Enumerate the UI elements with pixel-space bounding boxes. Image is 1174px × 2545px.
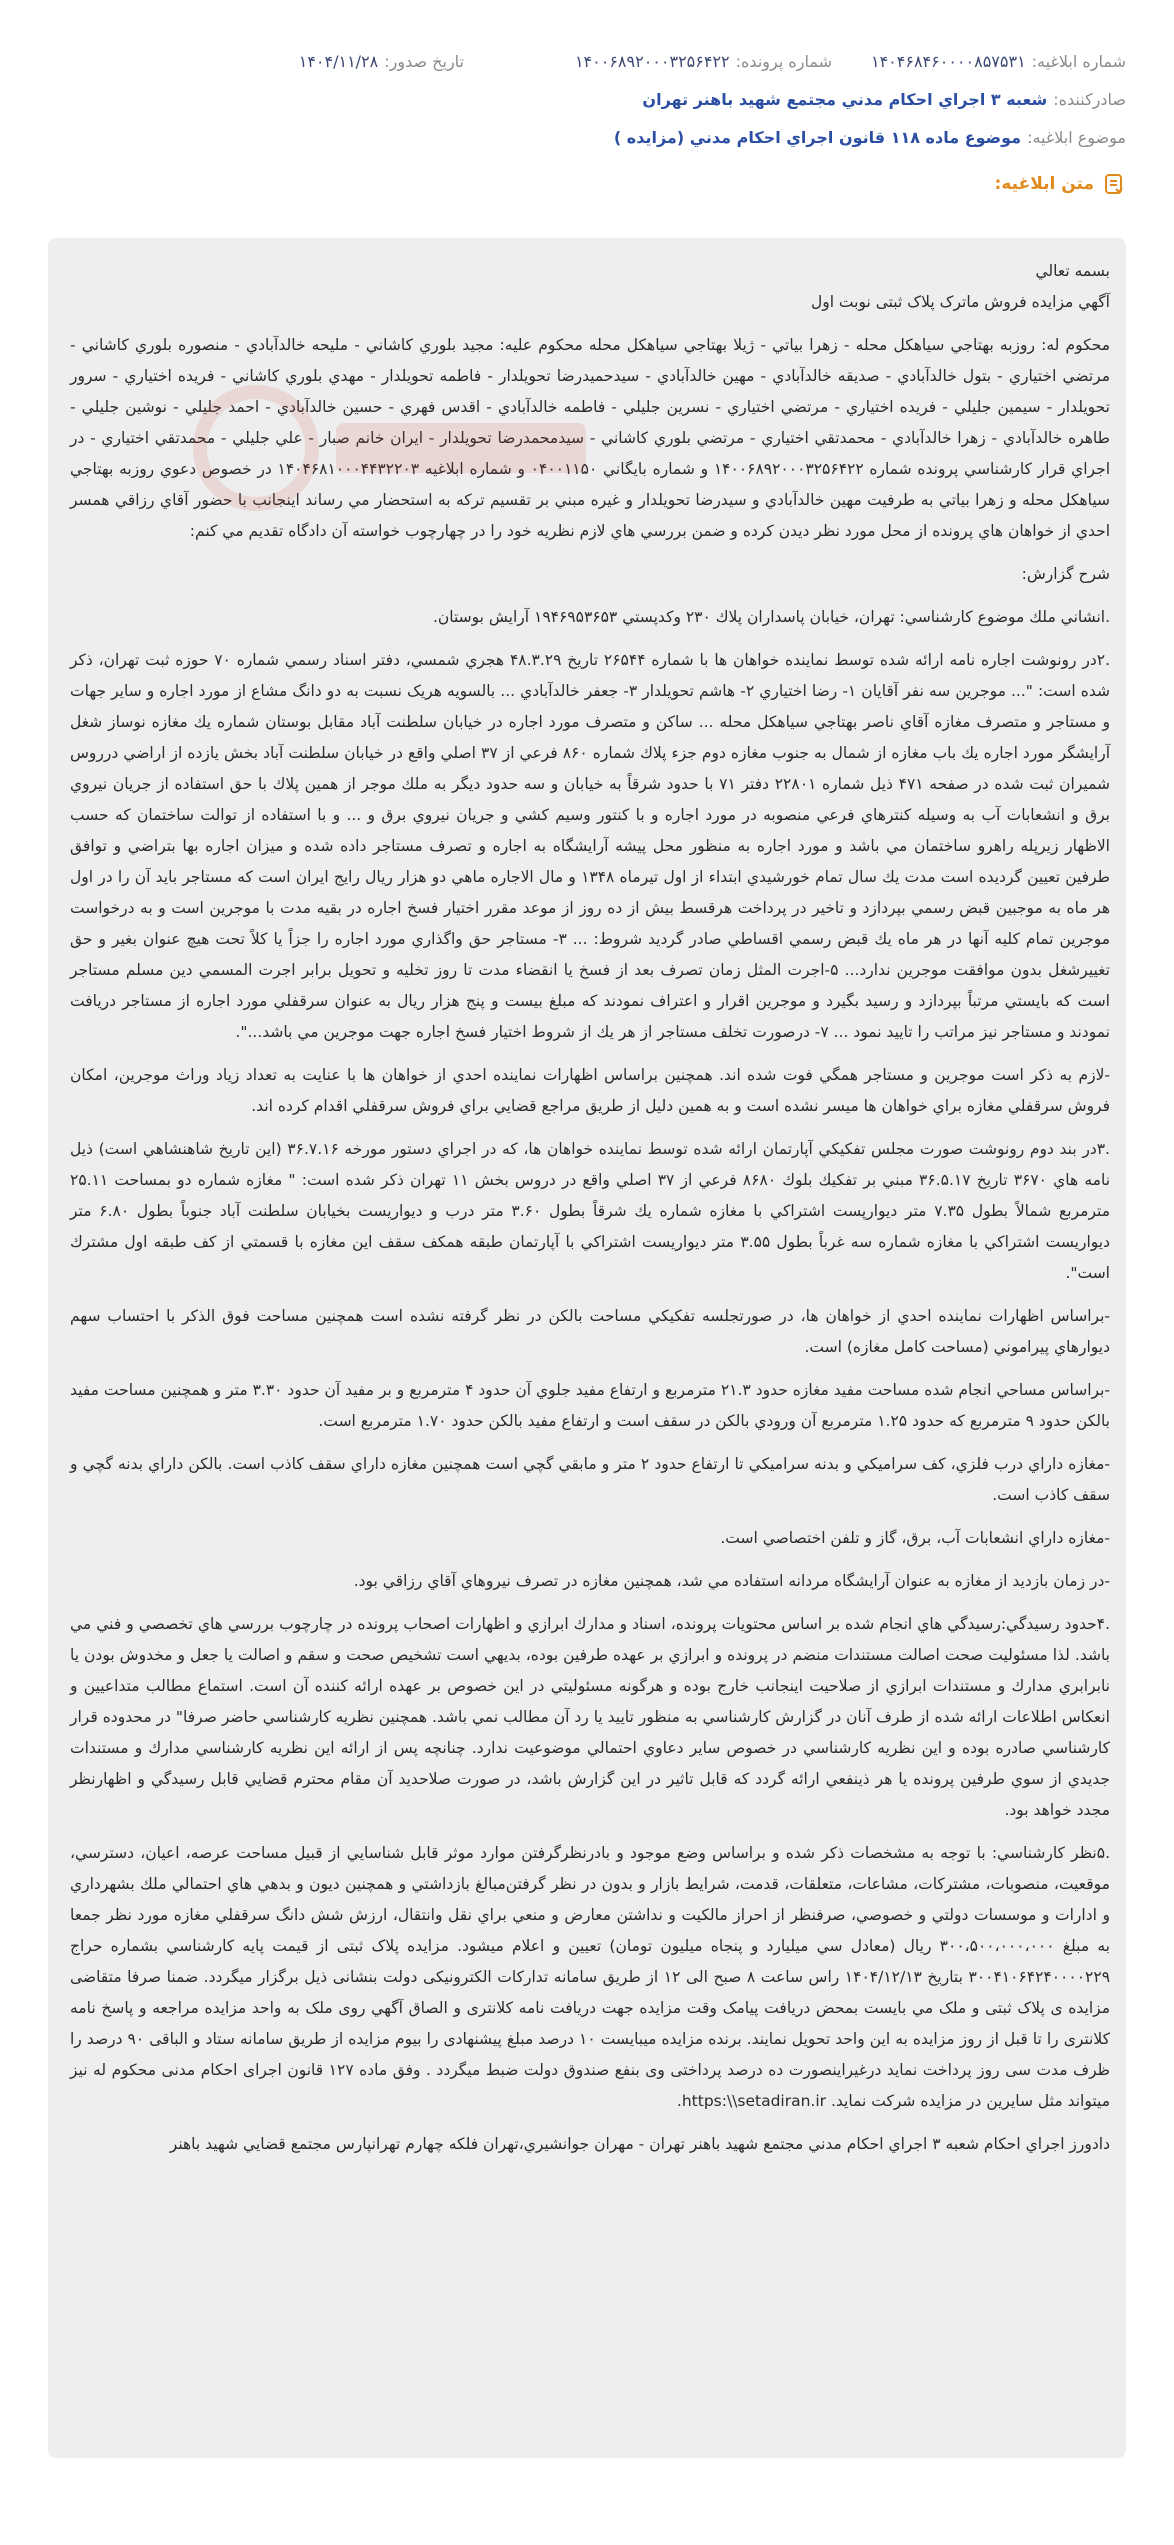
body-paragraph: .انشاني ملك موضوع كارشناسي: تهران، خيابان پاسداران پلاك ۲۳۰ وكدپستي ۱۹۴۶۹۵۳۶۵۳ آرايش بوستان. — [432, 608, 1110, 626]
notice-number — [832, 50, 1126, 74]
subject-label: موضوع ابلاغيه: — [1027, 128, 1126, 147]
issuer-label: صادرکننده: — [1053, 90, 1126, 109]
body-paragraph: .۳در بند دوم رونوشت صورت مجلس تفکيکي آپارتمان ارائه شده توسط نماينده خواهان ها، که در اجراي دستور مورخه ۳۶.۷.۱۶ (اين تاريخ شاهنشاهي است) ذيل نامه هاي ۳۶۷۰ تاريخ ۳۶.۵.۱۷ مبني بر تفکيك بلوك ۸۶۸۰ فرعي از ۳۷ اصلي واقع در دروس بخش ۱۱ تهران ذکر شده است: " مغازه شماره دو بمساحت ۲۵.۱۱ مترمربع شمالاً بطول ۷.۳۵ متر ديوارپست اشتراکي با مغازه شماره يك شرقاً بطول ۳.۶۰ متر درب و ديواريست بخيابان سلطنت آباد جنوباً بطول ۶.۸۰ متر ديواريست اشتراکي با مغازه شماره سه غرباً بطول ۳.۵۵ متر ديواريست اشتراکي با آپارتمان طبقه همکف سقف اين مغازه با قسمتي از کف طبقه اول مشترك است". — [70, 1140, 1111, 1282]
report-heading: شرح گزارش: — [1021, 565, 1110, 583]
body-paragraph: -مغازه داراي درب فلزي، كف سراميكي و بدنه سراميكي تا ارتفاع حدود ۲ متر و مابقي گچي است همچنين مغازه داراي سقف كاذب است. بالكن داراي بدنه گچي و سقف كاذب است. — [70, 1455, 1110, 1504]
header-row-subject — [60, 126, 1126, 150]
header-row-issuer — [60, 88, 1126, 112]
notice-body — [48, 238, 1126, 2458]
body-paragraph: .۵نظر كارشناسي: با توجه به مشخصات ذكر شده و براساس وضع موجود و بادرنظرگرفتن موارد موثر قابل شناسايي از قبيل مساحت عرصه، اعيان، دسترسي، موقعيت، منصوبات، مشتركات، مشاعات، متعلقات، قدمت، شرايط بازار و بدون در نظر گرفتن‌مبالغ بازداشتي و همچنين ديون و بدهي هاي احتمالي ملك بشهرداري و ادارات و موسسات دولتي و خصوصي، صرفنظر از احراز مالكيت و نداشتن معارض و منعي براي نقل وانتقال، ارزش شش دانگ سرقفلي مغازه مورد نظر جمعا به مبلغ ۳۰۰،۵۰۰،۰۰۰،۰۰۰ ريال (معادل سي ميليارد و پنجاه ميليون تومان) تعيين و اعلام ميشود. مزايده پلاک ثبتی از قيمت پايه کارشناسي بشماره حراج ۳۰۰۴۱۰۶۴۲۴۰۰۰۰۲۲۹ بتاريخ ۱۴۰۴/۱۲/۱۳ راس ساعت ۸ صبح الی ۱۲ از طريق سامانه تدارکات الکترونيکی دولت بنشانی ذيل برگزار ميگردد. ضمنا صرفا متقاضی مزايده ی پلاک ثبتی و ملک مي بايست بمحض دريافت پيامک وقت مزايده جهت دريافت نامه کلانتری و الصاق آگهي روی ملک به واحد مزايده مراجعه و پاسخ نامه کلانتری را تا قبل از روز مزايده به اين واحد تحويل نمايند. برنده مزايده ميبايست ۱۰ درصد مبلغ پيشنهادی را بيوم مزايده از طريق سامانه ستاد و الباقی ۹۰ درصد را ظرف مدت سی روز پرداخت نمايد درغيراينصورت ده درصد پرداختی وی بنفع صندوق دولت ضبط ميگردد . وفق ماده ۱۲۷ قانون اجرای احکام مدنی محکوم له نيز ميتواند مثل سايرين در مزايده شرکت نمايد. https:\\setadiran.ir. — [70, 1844, 1111, 2110]
signature-line: دادورز اجراي احکام شعبه ۳ اجراي احکام مدني مجتمع شهيد باهنر تهران - مهران جوانشيري،تهران فلکه چهارم تهرانپارس مجتمع قضايي شهيد باهنر — [169, 2135, 1110, 2153]
issue-date-label: تاريخ صدور: — [384, 52, 464, 71]
body-subheading: آگهي مزايده فروش ماترک پلاک ثبتی نوبت اول — [810, 293, 1110, 311]
issuer-value: شعبه ۳ اجراي احکام مدني مجتمع شهيد باهنر تهران — [642, 90, 1048, 109]
notice-number-value: ۱۴۰۴۶۸۴۶۰۰۰۰۸۵۷۵۳۱ — [870, 52, 1026, 71]
case-number — [464, 50, 832, 74]
body-paragraph: محکوم له: روزبه بهتاجي سياهکل محله - زهرا بياتي - ژيلا بهتاجي سياهکل محله محکوم عليه: مجيد بلوري کاشاني - مليحه خالدآبادي - منصوره بلوري کاشاني - مرتضي اختياري - بتول خالدآبادي - صديقه خالدآبادي - مهين خالدآبادي - سيدحميدرضا تحويلدار - فاطمه تحويلدار - مهدي بلوري کاشاني - فريده اختياري - سرور تحويلدار - سيمين جليلي - فريده اختياري - مرتضي اختياري - نسرين جليلي - فاطمه خالدآبادي - اقدس فهري - حسين خالدآبادي - احمد جليلي - نوشين جليلي - طاهره خالدآبادي - زهرا خالدآبادي - محمدتقي اختياري - مرتضي بلوري کاشاني - سيدمحمدرضا تحويلدار - ايران خانم صبار - علي جليلي - محمدتقي اختياري - در اجراي قرار کارشناسي پرونده شماره ۱۴۰۰۶۸۹۲۰۰۰۳۲۵۶۴۲۲ و شماره بايگاني ۰۴۰۰۱۱۵۰ و شماره ابلاغيه ۱۴۰۴۶۸۱۰۰۰۴۴۳۲۲۰۳ در خصوص دعوي روزبه بهتاجي سياهکل محله و زهرا بياتي به طرفيت مهين خالدآبادي و سيدرضا تحويلدار و غيره مبني بر تقسيم ترکه به استحضار مي رساند اينجانب با حضور آقاي رزاقي همسر احدي از خواهان هاي پرونده از محل مورد نظر ديدن کرده و ضمن بررسي هاي لازم نظريه خود را در چهارچوب خواسته آن دادگاه تقديم مي کنم: — [70, 336, 1110, 540]
body-paragraph: -براساس اظهارات نماينده احدي از خواهان ها، در صورتجلسه تفكيكي مساحت بالكن در نظر گرفته نشده است همچنين مساحت فوق الذكر با احتساب سهم ديوارهاي پيراموني (مساحت كامل مغازه) است. — [70, 1307, 1110, 1356]
body-paragraph: -در زمان بازديد از مغازه به عنوان آرايشگاه مردانه استفاده مي شد، همچنين مغازه در تصرف نيروهاي آقاي رزاقي بود. — [353, 1572, 1110, 1590]
document-icon — [1102, 172, 1126, 196]
header-row-numbers — [60, 50, 1126, 74]
body-paragraph: -لازم به ذكر است موجرين و مستاجر همگي فوت شده اند. همچنين براساس اظهارات نماينده احدي از خواهان ها با عنايت به تعداد زياد وراث موجرين، امكان فروش سرقفلي مغازه براي خواهان ها ميسر نشده است و به همين دليل از طريق مراجع قضايي براي فروش سرقفلي اقدام كرده اند. — [70, 1066, 1110, 1115]
case-number-label: شماره پرونده: — [735, 52, 832, 71]
notice-text-heading — [60, 172, 1126, 196]
body-paragraph: .۲در رونوشت اجاره نامه ارائه شده توسط نماينده خواهان ها با شماره ۲۶۵۴۴ تاريخ ۴۸.۳.۲۹ هجري شمسي، دفتر اسناد رسمي شماره ۷۰ حوزه ثبت تهران، ذکر شده است: "... موجرين سه نفر آقايان ۱- رضا اختياري ۲- هاشم تحويلدار ۳- جعفر خالدآبادي ... بالسويه هريک نسبت به دو دانگ مشاع از مورد اجاره و ساير جهات و مستاجر و متصرف مغازه آقاي ناصر بهتاجي سياهکل محله ... ساکن و متصرف مورد اجاره در خيابان سلطنت آباد مقابل بوستان شماره يك مغازه نوساز شغل آرايشگر مورد اجاره يك باب مغازه از شمال به جنوب مغازه دوم جزء پلاك شماره ۸۶۰ فرعي از ۳۷ اصلي واقع در خيابان سلطنت آباد بخش يازده از اراضي درروس شميران ثبت شده در صفحه ۴۷۱ ذيل شماره ۲۲۸۰۱ دفتر ۷۱ با حدود شرقاً به خيابان و سه حدود ديگر به ملك موجر از همين پلاك با حق استفاده از جريان نيروي برق و انشعابات آب به وسيله کنترهاي فرعي منصوبه در مورد اجاره و با کنتور وسيم کشي و جريان نيروي برق و ... و با استفاده از توالت ساختمان که حسب الاظهار زيرپله راهرو ساختمان مي باشد و مورد اجاره به منظور محل پيشه آرايشگاه به اجاره و تصرف مستاجر داده شده و ميزان اجاره بها بتراضي و توافق طرفين تعيين گرديده است مدت يك سال تمام خورشيدي ابتداء از اول تيرماه ۱۳۴۸ و مال الاجاره ماهي دو هزار ريال رايج ايران است که مستاجر بايد آن را در اول هر ماه به موجبين قبض رسمي بپردازد و تاخير در پرداخت هرقسط بيش از ده روز از موعد مقرر اختيار فسخ اجاره در بقيه مدت با موجرين است و به درخواست موجرين تمام کليه آنها در هر ماه يك قبض رسمي اقساطي صادر گرديد شروط: ... ۳- مستاجر حق واگذاري مورد اجاره را جزاً يا کلاً تحت هيچ عنوان بغير و حق تغييرشغل بدون موافقت موجرين ندارد... ۵-اجرت المثل زمان تصرف بعد از فسخ يا انقضاء مدت تا روز تخليه و تحويل برابر اجرت المسمي دين مسلم مستاجر است که بايستي مرتباً بپردازد و رسيد بگيرد و موجرين اقرار و اعتراف نمودند كه مبلغ بيست و پنج هزار ريال به عنوان سرقفلي مورد اجاره از مستاجر دريافت نمودند و مستاجر نيز مراتب را تاييد نمود ... ۷- درصورت تخلف مستاجر از هر يك از شروط اختيار فسخ اجاره جهت موجرين مي باشد...". — [70, 651, 1111, 1041]
body-heading: بسمه تعالي — [1035, 262, 1110, 280]
case-number-value: ۱۴۰۰۶۸۹۲۰۰۰۳۲۵۶۴۲۲ — [574, 52, 730, 71]
body-paragraph: -مغازه داراي انشعابات آب، برق، گاز و تلفن اختصاصي است. — [720, 1529, 1110, 1547]
issue-date — [299, 50, 464, 74]
body-paragraph: -براساس مساحي انجام شده مساحت مفيد مغازه حدود ۲۱.۳ مترمربع و ارتفاع مفيد جلوي آن حدود ۴ مترمربع و بر مفيد آن حدود ۳.۳۰ متر و همچنين مساحت مفيد بالكن حدود ۹ مترمربع كه حدود ۱.۲۵ مترمربع آن ورودي بالكن در سقف است و ارتفاع مفيد بالكن حدود ۱.۷۰ مترمربع است. — [70, 1381, 1110, 1430]
notice-number-label: شماره ابلاغيه: — [1031, 52, 1126, 71]
issue-date-value: ۱۴۰۴/۱۱/۲۸ — [298, 52, 379, 71]
subject-value: موضوع ماده ۱۱۸ قانون اجراي احکام مدني (مزايده ) — [613, 128, 1022, 147]
body-paragraph: .۴حدود رسيدگي:رسيدگي هاي انجام شده بر اساس محتويات پرونده، اسناد و مدارك ابرازي و اظهارات اصحاب پرونده در چارچوب بررسي هاي تخصصي و فني مي باشد. لذا مسئوليت صحت اصالت مستندات منضم در پرونده و ابرازي بر عهده طرفين بوده، بديهي است تشخيص صحت و سقم و اصالت يا جعل و مخدوش بودن يا نابرابري مدارك و مستندات ابرازي از صلاحيت اينجانب خارج بوده و هرگونه مسئوليتي در اين خصوص بر عهده ارائه كننده آن است. استماع مطالب متداعيين و انعكاس اطلاعات ارائه شده از طرف آنان در گزارش كارشناسي به منظور تاييد يا رد آن مطالب نمي باشد. همچنين نظريه كارشناسي حاضر صرفا" در محدوده قرار كارشناسي صادره بوده و اين نظريه كارشناسي در خصوص ساير دعاوي احتمالي موضوعيت ندارد. چنانچه پس از ارائه اين نظريه كارشناسي مدارك و مستندات جديدي از سوي طرفين پرونده يا هر ذينفعي ارائه گردد كه قابل تاثير در اين گزارش باشد، در صورت صلاحديد آن مقام محترم قضايي قابل رسيدگي و اظهارنظر مجدد خواهد بود. — [70, 1615, 1110, 1819]
notice-text-title: متن ابلاغيه: — [994, 174, 1094, 194]
